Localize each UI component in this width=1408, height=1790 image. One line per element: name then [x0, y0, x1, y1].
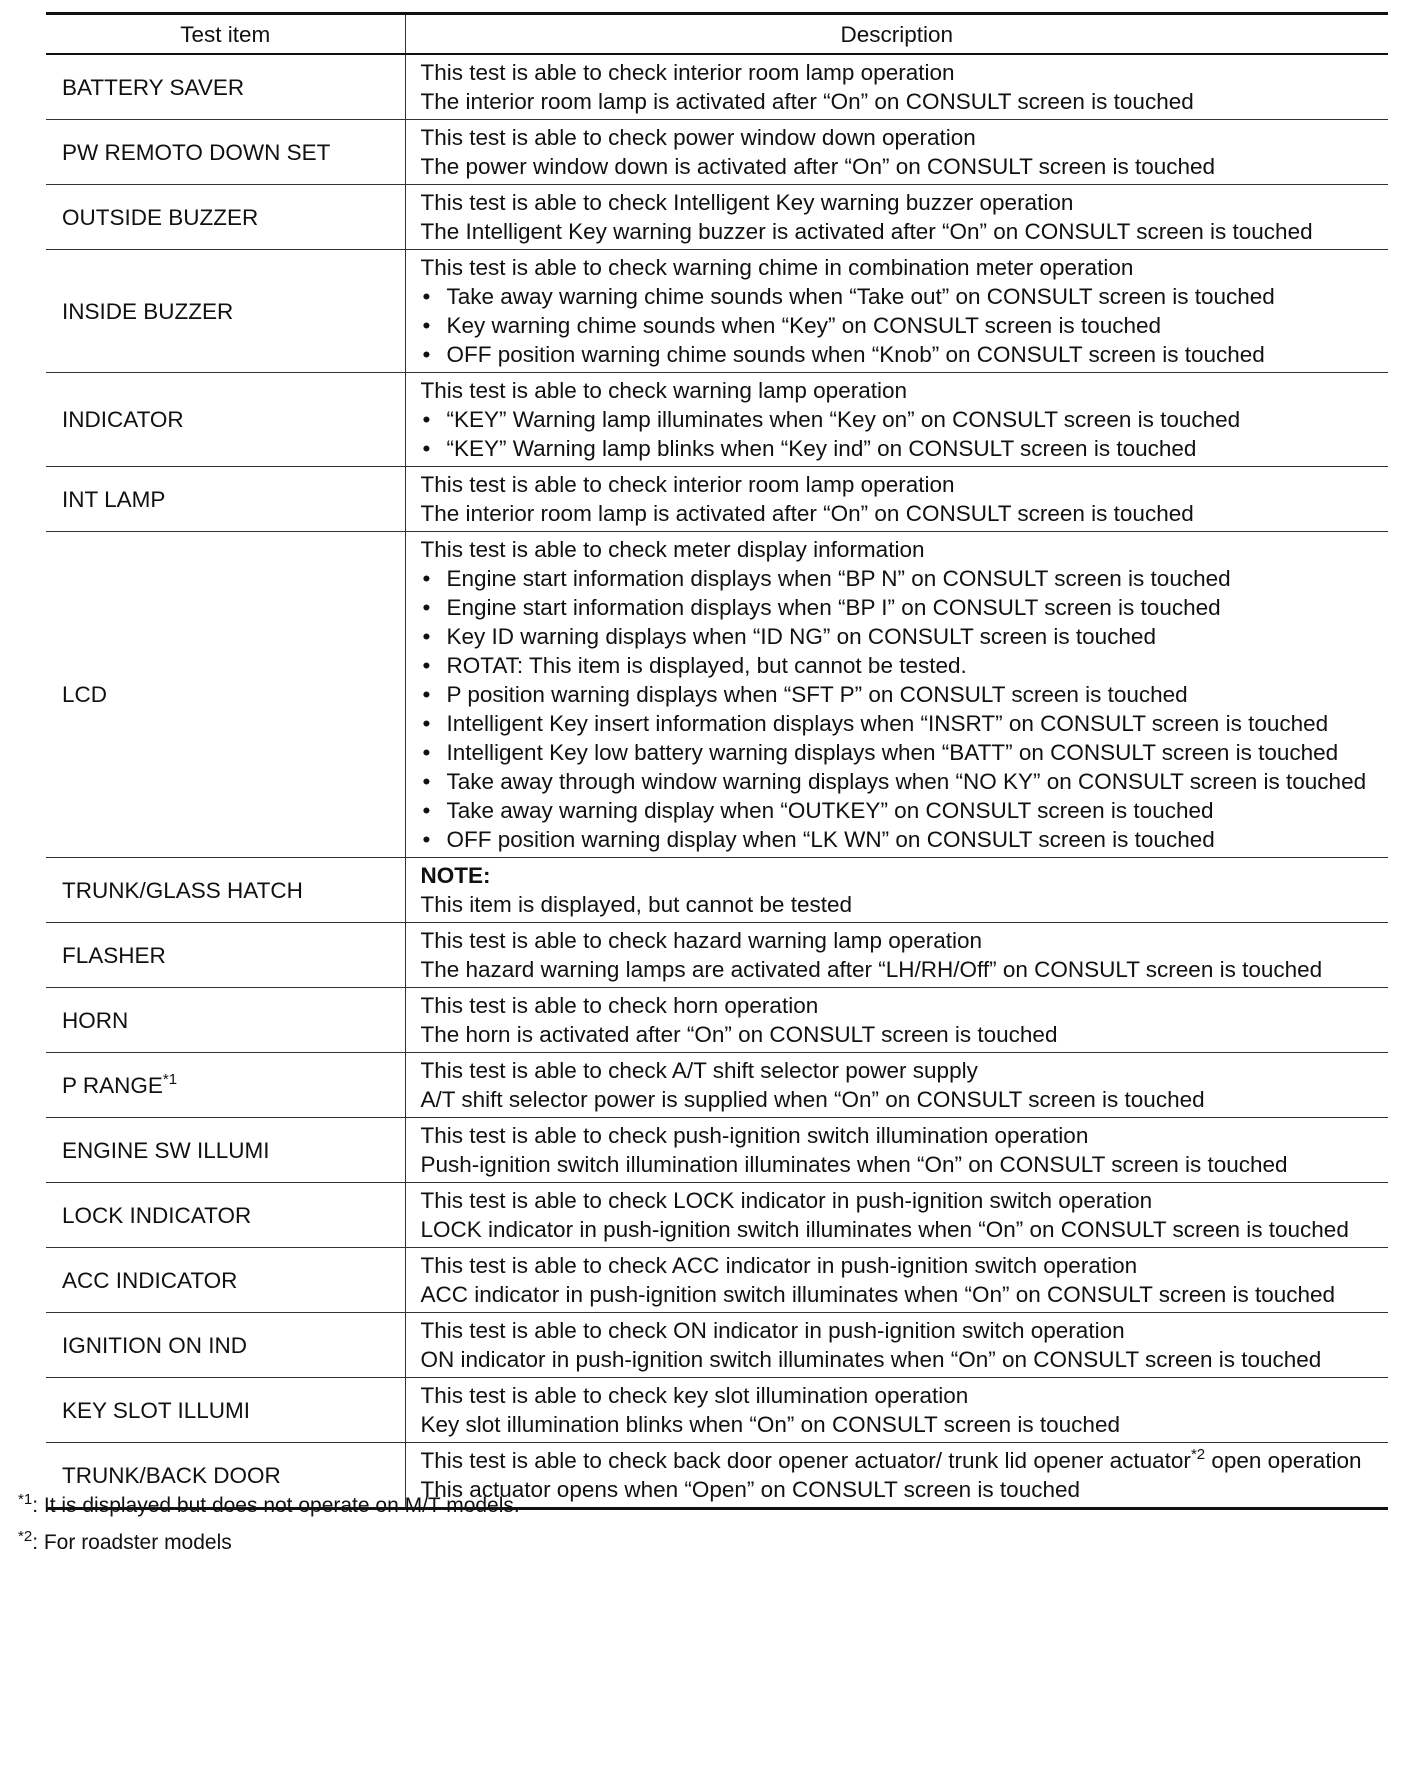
test-item-label: LOCK INDICATOR [62, 1202, 252, 1228]
test-item-label: LCD [62, 682, 108, 707]
description-cell [405, 467, 1388, 532]
table-row [46, 858, 1388, 923]
test-item-cell [46, 185, 405, 250]
description-line: The hazard warning lamps are activated after “LH/RH/Off” on CONSULT screen is touched [420, 957, 1323, 982]
test-item-cell [46, 1183, 405, 1248]
table-row [46, 120, 1388, 185]
footnote-text: : It is displayed but does not operate on M/T models. [32, 1494, 520, 1517]
bullet-text: Key ID warning displays when “ID NG” on CONSULT screen is touched [446, 624, 1156, 649]
description-cell [405, 120, 1388, 185]
test-item-cell [46, 1053, 405, 1118]
bullet-text: P position warning displays when “SFT P” on CONSULT screen is touched [446, 682, 1188, 707]
bullet-icon: • [422, 284, 431, 309]
description-cell [405, 923, 1388, 988]
footnote-mark: *2 [18, 1528, 33, 1545]
description-line: This test is able to check power window down operation [420, 125, 976, 150]
bullet-icon: • [422, 595, 431, 620]
bullet-text: Key warning chime sounds when “Key” on CONSULT screen is touched [446, 313, 1162, 338]
description-line: This test is able to check ACC indicator in push-ignition switch operation [420, 1253, 1138, 1278]
description-line: This test is able to check interior room lamp operation [420, 472, 955, 497]
description-line: The power window down is activated after “On” on CONSULT screen is touched [420, 154, 1216, 179]
description-line: The horn is activated after “On” on CONSULT screen is touched [420, 1022, 1058, 1047]
bullet-text: Engine start information displays when “BP I” on CONSULT screen is touched [446, 595, 1221, 620]
table-body [46, 54, 1388, 1509]
description-line: This test is able to check LOCK indicator in push-ignition switch operation [420, 1188, 1153, 1213]
description-line: ACC indicator in push-ignition switch illuminates when “On” on CONSULT screen is touched [420, 1282, 1336, 1307]
description-line: This item is displayed, but cannot be tested [420, 892, 852, 917]
test-item-cell [46, 532, 405, 858]
description-cell [405, 54, 1388, 120]
description-cell [405, 1248, 1388, 1313]
description-line: A/T shift selector power is supplied when “On” on CONSULT screen is touched [420, 1087, 1205, 1112]
test-item-label: KEY SLOT ILLUMI [62, 1397, 250, 1423]
bullet-item [421, 564, 1383, 593]
bullet-item [421, 593, 1383, 622]
table-row [46, 467, 1388, 532]
description-line: This test is able to check warning lamp operation [420, 378, 907, 403]
description-cell [405, 1053, 1388, 1118]
test-item-cell [46, 1378, 405, 1443]
table-row [46, 988, 1388, 1053]
bullet-icon: • [422, 313, 431, 338]
footnote-text: : For roadster models [32, 1531, 232, 1554]
description-line: This test is able to check hazard warning lamp operation [420, 928, 983, 953]
test-item-cell [46, 988, 405, 1053]
bullet-item [421, 767, 1383, 796]
description-cell [405, 532, 1388, 858]
test-item-label: P RANGE [62, 1072, 163, 1098]
test-item-label: BATTERY SAVER [62, 74, 245, 100]
description-line [421, 1446, 1383, 1475]
footnote-2 [18, 1530, 232, 1556]
table-row [46, 1118, 1388, 1183]
description-cell [405, 1443, 1388, 1509]
description-text: This test is able to check back door opener actuator/ trunk lid opener actuator [420, 1448, 1191, 1473]
description-line: This test is able to check meter display information [420, 537, 925, 562]
test-item-label: FLASHER [62, 942, 166, 968]
bullet-item [421, 651, 1383, 680]
description-line: This test is able to check ON indicator in push-ignition switch operation [420, 1318, 1125, 1343]
description-line: This actuator opens when “Open” on CONSULT screen is touched [420, 1477, 1080, 1502]
bullet-icon: • [422, 798, 431, 823]
test-item-cell [46, 120, 405, 185]
description-line: The interior room lamp is activated after “On” on CONSULT screen is touched [420, 89, 1194, 114]
bullet-icon: • [422, 769, 431, 794]
footnote-1 [18, 1493, 520, 1519]
bullet-icon: • [422, 682, 431, 707]
note-label: NOTE: [420, 863, 491, 888]
description-line: This test is able to check key slot illumination operation [420, 1383, 969, 1408]
table-row [46, 54, 1388, 120]
test-item-cell [46, 250, 405, 373]
bullet-text: Take away warning chime sounds when “Take out” on CONSULT screen is touched [446, 284, 1275, 309]
description-line: Push-ignition switch illumination illuminates when “On” on CONSULT screen is touched [420, 1152, 1288, 1177]
description-line: The interior room lamp is activated after “On” on CONSULT screen is touched [420, 501, 1194, 526]
description-line: ON indicator in push-ignition switch illuminates when “On” on CONSULT screen is touched [420, 1347, 1322, 1372]
description-line: This test is able to check A/T shift selector power supply [420, 1058, 978, 1083]
header-test-item: Test item [46, 14, 405, 55]
description-text: open operation [1205, 1448, 1362, 1473]
bullet-text: “KEY” Warning lamp illuminates when “Key on” on CONSULT screen is touched [446, 407, 1241, 432]
test-item-label: ACC INDICATOR [62, 1267, 238, 1293]
description-line: This test is able to check warning chime in combination meter operation [420, 255, 1134, 280]
bullet-text: OFF position warning display when “LK WN” on CONSULT screen is touched [446, 827, 1215, 852]
description-cell [405, 250, 1388, 373]
bullet-text: ROTAT: This item is displayed, but cannot be tested. [446, 653, 967, 678]
test-item-label: TRUNK/BACK DOOR [62, 1462, 281, 1488]
bullet-icon: • [422, 827, 431, 852]
test-item-label: ENGINE SW ILLUMI [62, 1137, 270, 1163]
bullet-item [421, 622, 1383, 651]
test-item-cell [46, 54, 405, 120]
footnote-mark: *1 [18, 1491, 33, 1508]
test-item-label: HORN [62, 1007, 129, 1033]
footnote-ref: *2 [1190, 1446, 1206, 1463]
description-line: This test is able to check Intelligent Key warning buzzer operation [420, 190, 1074, 215]
description-cell [405, 1313, 1388, 1378]
bullet-item [421, 434, 1383, 463]
description-cell [405, 1118, 1388, 1183]
table-row [46, 1248, 1388, 1313]
table-header-row [46, 14, 1388, 55]
description-cell [405, 988, 1388, 1053]
bullet-icon: • [422, 624, 431, 649]
description-line: The Intelligent Key warning buzzer is activated after “On” on CONSULT screen is touched [420, 219, 1313, 244]
table-row [46, 923, 1388, 988]
bullet-item [421, 738, 1383, 767]
bullet-item [421, 311, 1383, 340]
test-item-label: OUTSIDE BUZZER [62, 204, 259, 230]
bullet-text: OFF position warning chime sounds when “Knob” on CONSULT screen is touched [446, 342, 1265, 367]
test-item-cell [46, 467, 405, 532]
description-cell [405, 858, 1388, 923]
table-row [46, 532, 1388, 858]
test-item-table [46, 12, 1388, 1510]
description-line: This test is able to check horn operation [420, 993, 819, 1018]
description-line: This test is able to check interior room lamp operation [420, 60, 955, 85]
bullet-icon: • [422, 566, 431, 591]
description-line: This test is able to check push-ignition switch illumination operation [420, 1123, 1089, 1148]
bullet-item [421, 680, 1383, 709]
table-row [46, 185, 1388, 250]
test-item-cell [46, 373, 405, 467]
bullet-item [421, 709, 1383, 738]
table-row [46, 1313, 1388, 1378]
bullet-item [421, 825, 1383, 854]
table-row [46, 373, 1388, 467]
test-item-label: INSIDE BUZZER [62, 298, 234, 324]
bullet-item [421, 282, 1383, 311]
bullet-icon: • [422, 740, 431, 765]
bullet-icon: • [422, 342, 431, 367]
bullet-text: Engine start information displays when “BP N” on CONSULT screen is touched [446, 566, 1231, 591]
bullet-item [421, 796, 1383, 825]
table-row [46, 1378, 1388, 1443]
test-item-label: IGNITION ON IND [62, 1332, 247, 1358]
test-item-label: TRUNK/GLASS HATCH [62, 877, 303, 903]
bullet-text: Intelligent Key low battery warning displays when “BATT” on CONSULT screen is touched [446, 740, 1339, 765]
table-row [46, 250, 1388, 373]
test-item-label: PW REMOTO DOWN SET [62, 139, 331, 165]
bullet-icon: • [422, 436, 431, 461]
description-cell [405, 1378, 1388, 1443]
table-row [46, 1183, 1388, 1248]
bullet-item [421, 405, 1383, 434]
footnote-ref: *1 [162, 1070, 178, 1088]
table-row [46, 1053, 1388, 1118]
description-cell [405, 373, 1388, 467]
test-item-label: INDICATOR [62, 407, 184, 432]
test-item-cell [46, 858, 405, 923]
bullet-text: Take away through window warning displays when “NO KY” on CONSULT screen is touched [446, 769, 1367, 794]
bullet-text: Intelligent Key insert information displays when “INSRT” on CONSULT screen is touched [446, 711, 1329, 736]
bullet-icon: • [422, 407, 431, 432]
description-line: LOCK indicator in push-ignition switch illuminates when “On” on CONSULT screen is touched [420, 1217, 1349, 1242]
description-cell [405, 185, 1388, 250]
bullet-text: Take away warning display when “OUTKEY” on CONSULT screen is touched [446, 798, 1214, 823]
test-item-label: INT LAMP [62, 486, 166, 512]
bullet-icon: • [422, 653, 431, 678]
test-item-cell [46, 1248, 405, 1313]
test-item-cell [46, 1118, 405, 1183]
test-item-cell [46, 1313, 405, 1378]
description-cell [405, 1183, 1388, 1248]
bullet-text: “KEY” Warning lamp blinks when “Key ind” on CONSULT screen is touched [446, 436, 1197, 461]
header-description: Description [405, 14, 1388, 55]
description-line: Key slot illumination blinks when “On” on CONSULT screen is touched [420, 1412, 1120, 1437]
bullet-icon: • [422, 711, 431, 736]
bullet-item [421, 340, 1383, 369]
test-item-cell [46, 923, 405, 988]
